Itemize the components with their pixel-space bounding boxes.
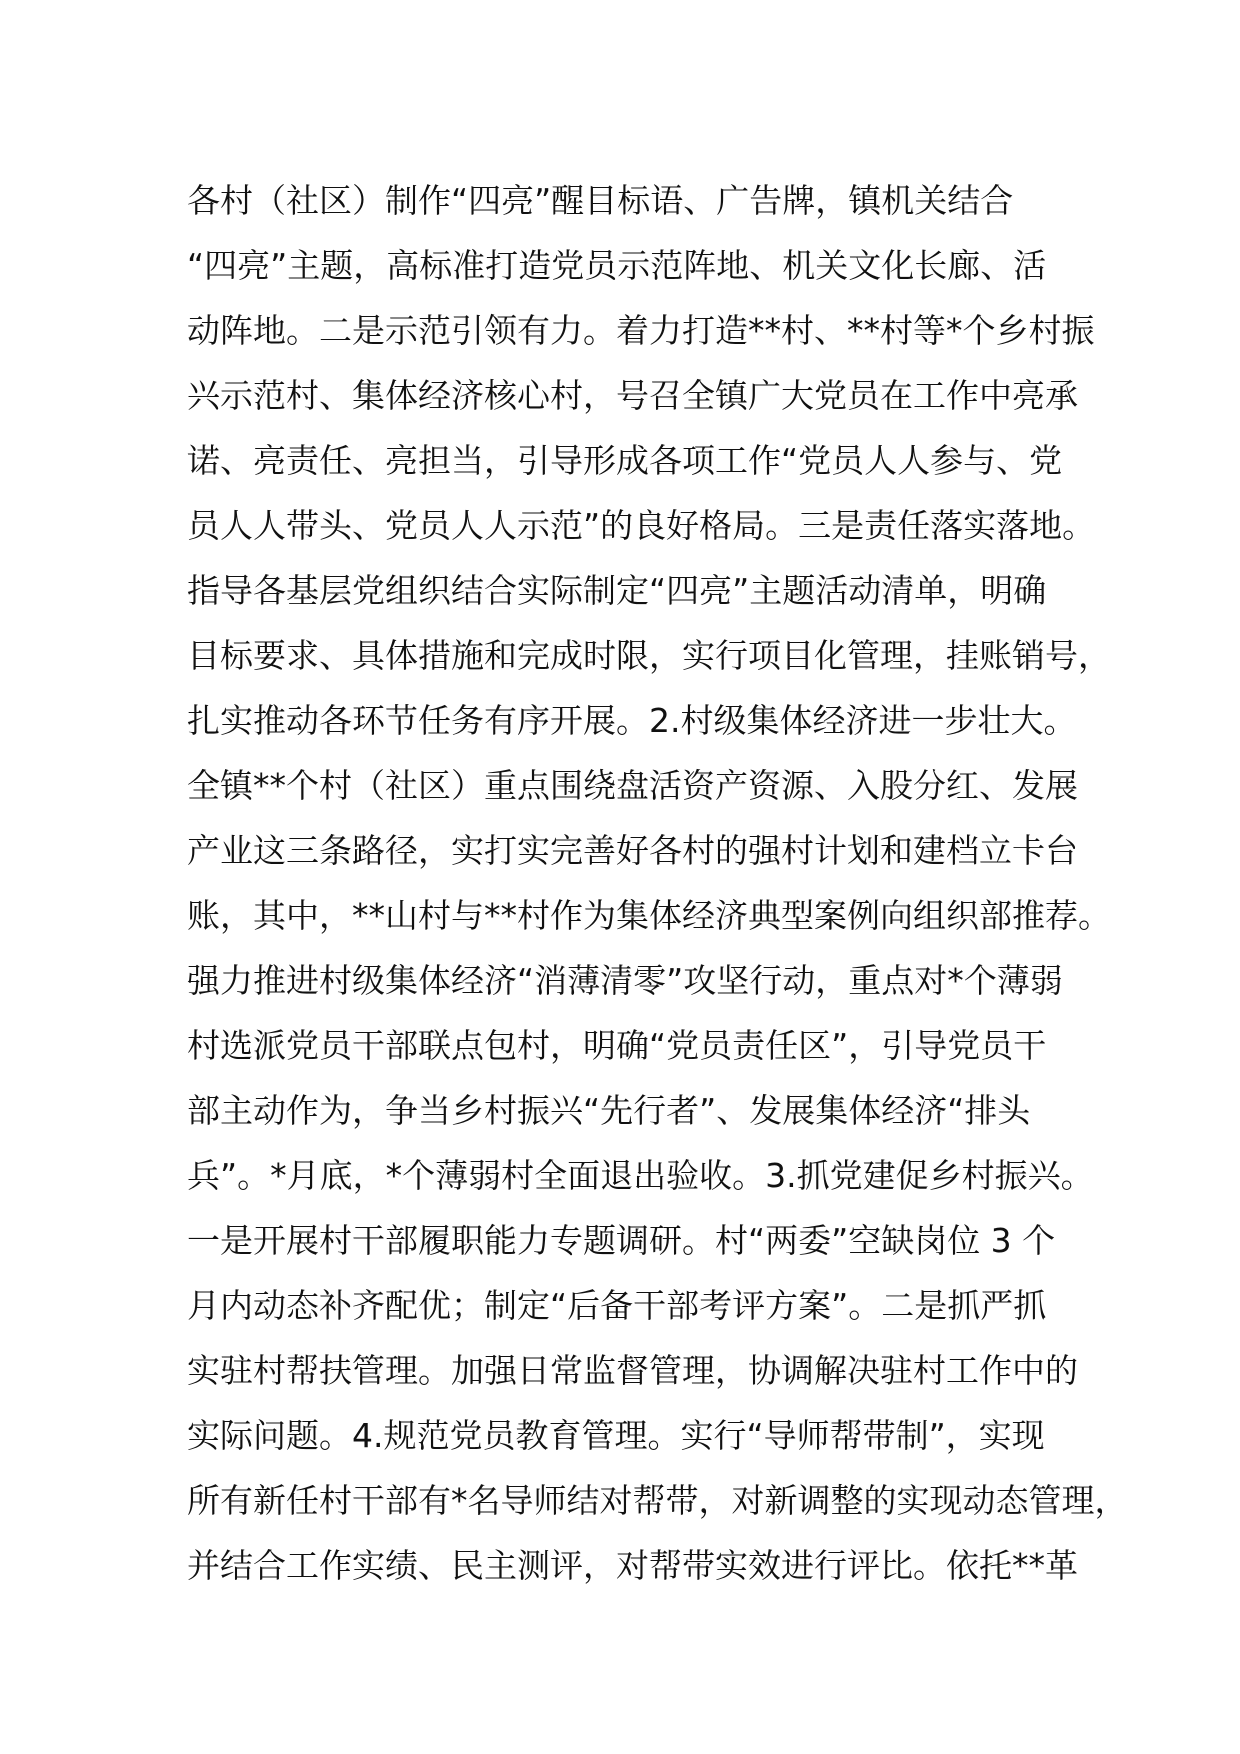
text-line: “四亮”主题，高标准打造党员示范阵地、机关文化长廊、活 bbox=[187, 246, 1047, 285]
text-line: 动阵地。二是示范引领有力。着力打造**村、**村等*个乡村振 bbox=[187, 311, 1095, 350]
text-line: 一是开展村干部履职能力专题调研。村“两委”空缺岗位 3 个 bbox=[187, 1221, 1056, 1260]
text-line: 诺、亮责任、亮担当，引导形成各项工作“党员人人参与、党 bbox=[187, 441, 1063, 480]
text-line: 扎实推动各环节任务有序开展。2.村级集体经济进一步壮大。 bbox=[187, 701, 1077, 740]
text-line: 村选派党员干部联点包村，明确“党员责任区”，引导党员干 bbox=[187, 1026, 1047, 1065]
text-line: 实际问题。4.规范党员教育管理。实行“导师帮带制”，实现 bbox=[187, 1416, 1045, 1455]
text-line: 所有新任村干部有*名导师结对帮带，对新调整的实现动态管理， bbox=[187, 1481, 1128, 1520]
text-line: 员人人带头、党员人人示范”的良好格局。三是责任落实落地。 bbox=[187, 506, 1096, 545]
text-line: 兴示范村、集体经济核心村，号召全镇广大党员在工作中亮承 bbox=[187, 376, 1078, 415]
text-line: 账，其中，**山村与**村作为集体经济典型案例向组织部推荐。 bbox=[187, 896, 1111, 935]
text-line: 兵”。*月底，*个薄弱村全面退出验收。3.抓党建促乡村振兴。 bbox=[187, 1156, 1094, 1195]
text-line: 月内动态补齐配优；制定“后备干部考评方案”。二是抓严抓 bbox=[187, 1286, 1047, 1325]
text-line: 并结合工作实绩、民主测评，对帮带实效进行评比。依托**革 bbox=[187, 1546, 1078, 1585]
text-line: 指导各基层党组织结合实际制定“四亮”主题活动清单，明确 bbox=[187, 571, 1047, 610]
text-line: 各村（社区）制作“四亮”醒目标语、广告牌，镇机关结合 bbox=[187, 181, 1014, 220]
text-line: 部主动作为，争当乡村振兴“先行者”、发展集体经济“排头 bbox=[187, 1091, 1031, 1130]
body-text bbox=[187, 168, 1128, 1598]
text-line: 强力推进村级集体经济“消薄清零”攻坚行动，重点对*个薄弱 bbox=[187, 961, 1063, 1000]
text-line: 实驻村帮扶管理。加强日常监督管理，协调解决驻村工作中的 bbox=[187, 1351, 1078, 1390]
text-line: 目标要求、具体措施和完成时限，实行项目化管理，挂账销号， bbox=[187, 636, 1111, 675]
text-line: 产业这三条路径，实打实完善好各村的强村计划和建档立卡台 bbox=[187, 831, 1078, 870]
text-line: 全镇**个村（社区）重点围绕盘活资产资源、入股分红、发展 bbox=[187, 766, 1078, 805]
